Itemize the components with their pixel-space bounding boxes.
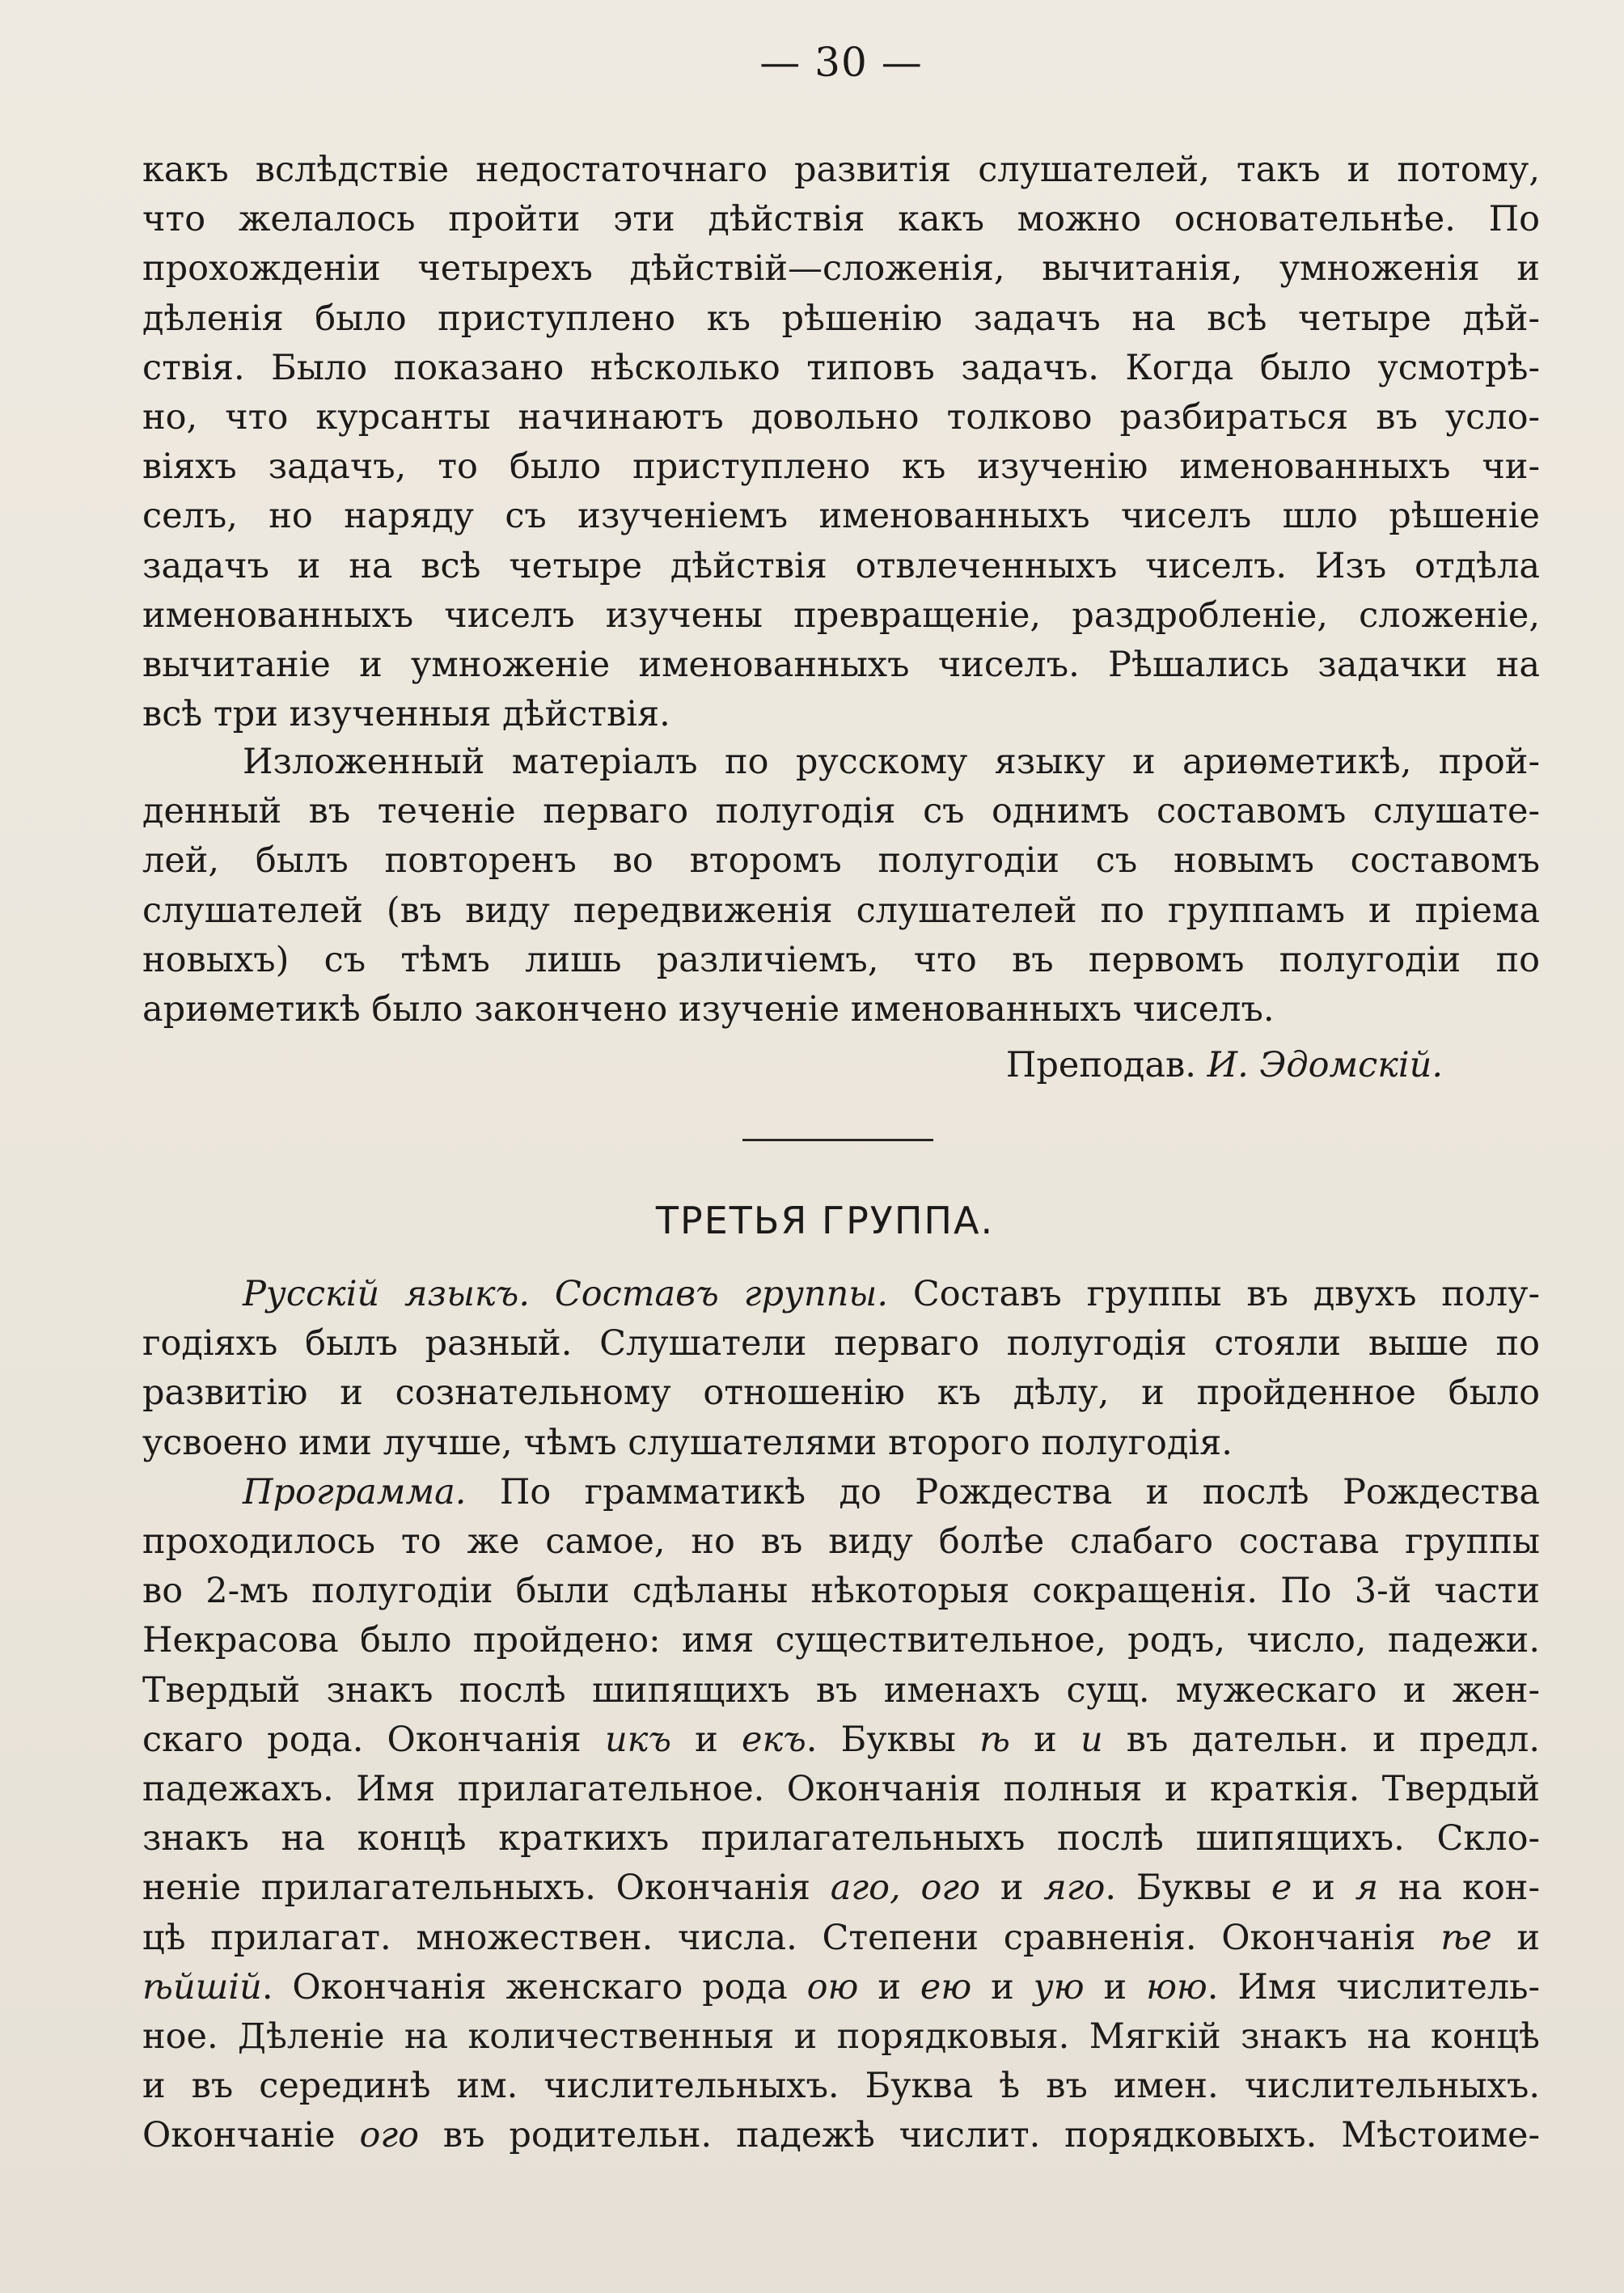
text-line: Твердый знакъ послѣ шипящихъ въ именахъ сущ. мужескаго и жен- — [142, 1669, 1540, 1711]
italic-run: яго — [1043, 1868, 1106, 1909]
italic-run: аго, ого — [830, 1868, 981, 1909]
italic-run: ого — [359, 2115, 420, 2156]
page-number: — 30 — — [759, 39, 923, 86]
text-line — [142, 1914, 1540, 1963]
italic-run: ую — [1033, 1966, 1085, 2007]
text-run: на кон- — [1378, 1868, 1540, 1909]
text-run: Окончаніе — [142, 2115, 360, 2156]
text-line: новыхъ) съ тѣмъ лишь различіемъ, что въ первомъ полугодіи по — [142, 939, 1540, 980]
text-run: и — [1292, 1868, 1355, 1909]
text-line — [142, 1270, 1540, 1319]
text-run: . Буквы — [806, 1719, 979, 1760]
text-line: ное. Дѣленіе на количественныя и порядковыя. Мягкій знакъ на концѣ — [142, 2016, 1540, 2058]
text-line: проходилось то же самое, но въ виду болѣе слабаго состава группы — [142, 1521, 1540, 1563]
text-line: ариѳметикѣ было закончено изученіе именованныхъ чиселъ. — [142, 989, 1275, 1030]
text-run: неніе прилагательныхъ. Окончанія — [142, 1868, 831, 1909]
text-line: слушателей (въ виду передвиженія слушателей по группамъ и пріема — [142, 890, 1540, 931]
italic-run: е — [1271, 1868, 1292, 1909]
italic-run: Русскій языкъ. Составъ группы. — [243, 1274, 888, 1314]
italic-run: Программа. — [243, 1471, 467, 1512]
text-run: въ дательн. и предл. — [1102, 1719, 1540, 1760]
italic-run: и — [1080, 1719, 1103, 1760]
paragraph-arithmetic-continued — [142, 146, 1540, 739]
text-line: прохожденіи четырехъ дѣйствій—сложенія, вычитанія, умноженія и — [142, 248, 1540, 290]
text-run: . Окончанія женскаго рода — [261, 1966, 807, 2007]
text-line: знакъ на концѣ краткихъ прилагательныхъ послѣ шипящихъ. Скло- — [142, 1818, 1540, 1859]
italic-run: екъ — [742, 1719, 806, 1760]
signature-title: Преподав. — [1005, 1045, 1196, 1085]
italic-run: ею — [920, 1966, 972, 2007]
section-divider — [742, 1139, 933, 1141]
text-run: . Буквы — [1105, 1868, 1271, 1909]
text-line — [142, 1864, 1540, 1913]
text-run: скаго рода. Окончанія — [142, 1719, 605, 1760]
italic-run: ѣйшій — [142, 1966, 262, 2007]
text-run: По грамматикѣ до Рождества и послѣ Рождества — [466, 1471, 1540, 1512]
text-line: Некрасова было пройдено: имя существительное, родъ, число, падежи. — [142, 1620, 1540, 1661]
text-line: какъ вслѣдствіе недостаточнаго развитія слушателей, такъ и потому, — [142, 150, 1540, 190]
text-line: ствія. Было показано нѣсколько типовъ задачъ. Когда было усмотрѣ- — [142, 347, 1540, 388]
text-line: и въ серединѣ им. числительныхъ. Буква ѣ въ имен. числительныхъ. — [142, 2066, 1540, 2107]
text-line: что желалось пройти эти дѣйствія какъ можно основательнѣе. По — [142, 199, 1540, 240]
text-line: лей, былъ повторенъ во второмъ полугодіи съ новымъ составомъ — [142, 840, 1540, 882]
italic-run: ою — [806, 1966, 859, 2007]
text-run: и — [980, 1868, 1044, 1909]
text-run: и — [971, 1966, 1034, 2007]
signature — [1006, 1041, 1443, 1090]
text-run: и — [671, 1719, 742, 1760]
paragraph-summary — [142, 738, 1540, 1034]
text-run: цѣ прилагат. множествен. числа. Степени сравненія. Окончанія — [142, 1917, 1441, 1958]
text-line: вычитаніе и умноженіе именованныхъ чиселъ. Рѣшались задачки на — [142, 645, 1540, 686]
text-line: падежахъ. Имя прилагательное. Окончанія полныя и краткія. Твердый — [142, 1769, 1540, 1810]
italic-run: я — [1355, 1868, 1379, 1909]
text-line: во 2-мъ полугодіи были сдѣланы нѣкоторыя сокращенія. По 3-й части — [142, 1571, 1540, 1612]
text-run: и — [1084, 1966, 1147, 2007]
italic-run: юю — [1146, 1966, 1207, 2007]
text-line: годіяхъ былъ разный. Слушатели перваго полугодія стояли выше по — [142, 1323, 1540, 1364]
text-line: задачъ и на всѣ четыре дѣйствія отвлеченныхъ чиселъ. Изъ отдѣла — [142, 545, 1540, 586]
section-heading: ТРЕТЬЯ ГРУППА. — [655, 1199, 995, 1242]
text-line: денный въ теченіе перваго полугодія съ однимъ составомъ слушате- — [142, 791, 1540, 832]
text-line — [142, 1963, 1540, 2012]
italic-run: ѣ — [979, 1719, 1010, 1760]
text-run: и — [858, 1966, 920, 2007]
text-line: всѣ три изученныя дѣйствія. — [142, 694, 670, 735]
text-run: Составъ группы въ двухъ полу- — [888, 1274, 1540, 1314]
italic-run: икъ — [604, 1719, 672, 1760]
signature-name: И. Эдомскій. — [1207, 1045, 1443, 1085]
paragraph-third-group — [142, 1270, 1540, 2161]
text-run: и — [1491, 1917, 1541, 1958]
text-line — [142, 1716, 1540, 1765]
text-run: . Имя числитель- — [1207, 1966, 1541, 2007]
text-line: развитію и сознательному отношенію къ дѣлу, и пройденное было — [142, 1373, 1540, 1414]
text-line — [142, 1468, 1540, 1517]
text-line: віяхъ задачъ, то было приступлено къ изученію именованныхъ чи- — [142, 446, 1540, 488]
text-line: именованныхъ чиселъ изучены превращеніе, раздробленіе, сложеніе, — [142, 594, 1540, 636]
italic-run: ѣе — [1440, 1917, 1492, 1958]
text-line: дѣленія было приступлено къ рѣшенію задачъ на всѣ четыре дѣй- — [142, 298, 1540, 339]
text-line — [142, 2111, 1540, 2160]
text-line: селъ, но наряду съ изученіемъ именованныхъ чиселъ шло рѣшеніе — [142, 496, 1540, 537]
text-run: въ родительн. падежѣ числит. порядковыхъ. Мѣстоиме- — [419, 2115, 1540, 2156]
text-line: но, что курсанты начинаютъ довольно толково разбираться въ усло- — [142, 397, 1540, 438]
text-line: Изложенный матеріалъ по русскому языку и ариѳметикѣ, прой- — [243, 742, 1540, 782]
text-run: и — [1009, 1719, 1081, 1760]
text-line: усвоено ими лучше, чѣмъ слушателями второго полугодія. — [142, 1422, 1233, 1463]
